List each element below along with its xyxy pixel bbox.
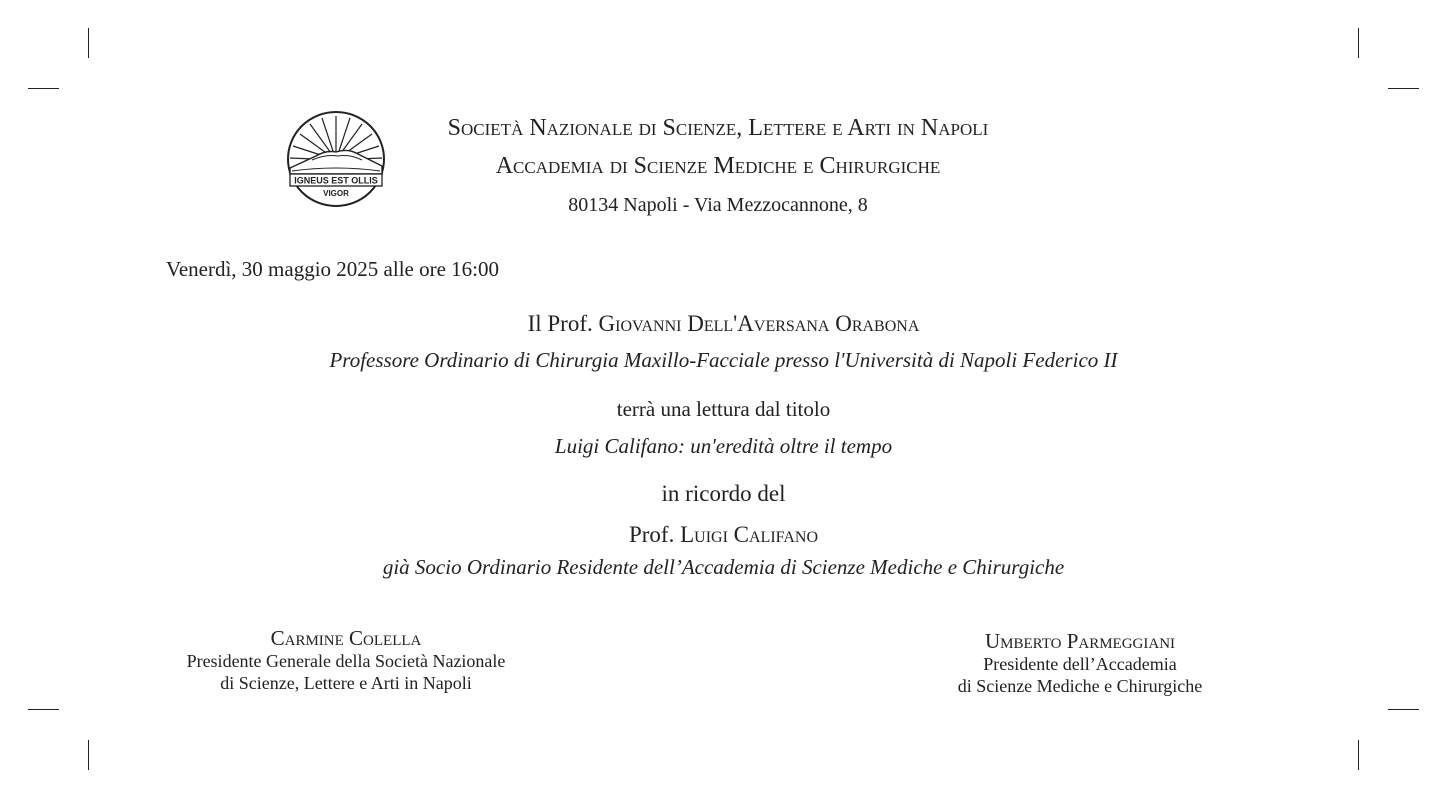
signatory-right-name: Umberto Parmeggiani xyxy=(984,629,1176,653)
address: 80134 Napoli - Via Mezzocannone, 8 xyxy=(568,194,868,216)
signatory-right xyxy=(880,629,1280,697)
seal-motto-bottom: VIGOR xyxy=(323,189,349,198)
memorial-name: Luigi Califano xyxy=(680,522,819,547)
memorial-line xyxy=(0,521,1447,549)
memorial-role: già Socio Ordinario Residente dell’Accademia di Scienze Mediche e Chirurgiche xyxy=(382,555,1065,579)
lecture-title: Luigi Califano: un'eredità oltre il tempo xyxy=(554,434,893,458)
signatory-right-role-1: Presidente dell’Accademia xyxy=(983,654,1177,674)
speaker-prefix: Il Prof. xyxy=(527,311,593,336)
lecture-intro: terrà una lettura dal titolo xyxy=(616,397,831,421)
memorial-prefix: Prof. xyxy=(628,522,675,547)
crop-mark xyxy=(88,740,89,770)
academy-name: Accademia di Scienze Mediche e Chirurgiche xyxy=(495,153,941,179)
signatory-left xyxy=(146,626,546,694)
crop-mark xyxy=(1358,740,1359,770)
crop-mark xyxy=(1388,88,1419,89)
signatory-left-name: Carmine Colella xyxy=(270,626,422,650)
crop-mark xyxy=(88,28,89,58)
society-name: Società Nazionale di Scienze, Lettere e Arti in Napoli xyxy=(447,115,989,141)
society-seal-logo xyxy=(286,110,386,208)
memorial-intro: in ricordo del xyxy=(661,481,786,506)
speaker-name: Giovanni Dell'Aversana Orabona xyxy=(598,311,920,336)
signatory-left-role-1: Presidente Generale della Società Nazionale xyxy=(186,651,506,671)
seal-motto-top: IGNEUS EST OLLIS xyxy=(294,175,378,186)
signatory-right-role-2: di Scienze Mediche e Chirurgiche xyxy=(957,676,1203,696)
crop-mark xyxy=(1358,28,1359,58)
crop-mark xyxy=(28,709,59,710)
signatory-left-role-2: di Scienze, Lettere e Arti in Napoli xyxy=(220,673,472,693)
speaker-role: Professore Ordinario di Chirurgia Maxillo-Facciale presso l'Università di Napoli Federico II xyxy=(329,348,1118,372)
crop-mark xyxy=(28,88,59,89)
event-datetime: Venerdì, 30 maggio 2025 alle ore 16:00 xyxy=(166,257,500,281)
crop-mark xyxy=(1388,709,1419,710)
speaker-line xyxy=(0,310,1447,338)
